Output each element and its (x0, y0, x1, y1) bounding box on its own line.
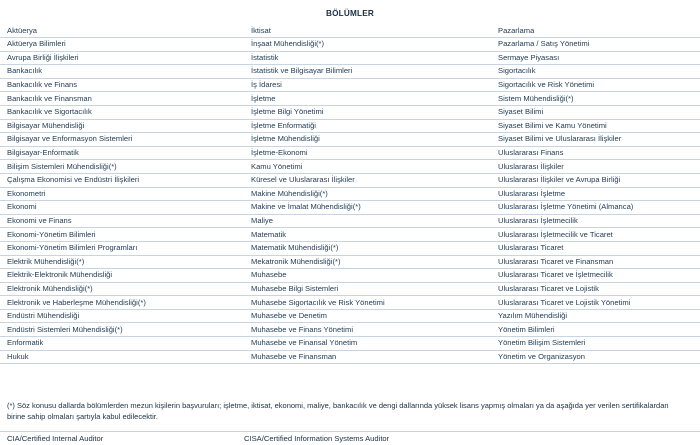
department-cell: Sistem Mühendisliği(*) (494, 92, 700, 106)
table-row (0, 51, 700, 65)
department-cell: Mekatronik Mühendisliği(*) (244, 255, 494, 269)
department-cell: Muhasebe ve Finansman (244, 350, 494, 364)
department-cell: Uluslararası İlişkiler (494, 160, 700, 174)
department-cell: Uluslararası Ticaret ve İşletmecilik (494, 269, 700, 283)
department-cell: Ekonomi (0, 201, 244, 215)
department-cell: Uluslararası İlişkiler ve Avrupa Birliği (494, 173, 700, 187)
department-cell: İşletme Enformatiği (244, 119, 494, 133)
table-row (0, 269, 700, 283)
department-cell: İşletme Mühendisliği (244, 133, 494, 147)
department-cell: Yönetim ve Organizasyon (494, 350, 700, 364)
department-cell: İktisat (244, 25, 494, 38)
table-row (0, 187, 700, 201)
certificate-cia: CIA/Certified Internal Auditor (7, 434, 104, 443)
department-cell: İş İdaresi (244, 78, 494, 92)
department-cell: Sigortacılık ve Risk Yönetimi (494, 78, 700, 92)
table-row (0, 92, 700, 106)
department-cell: Yönetim Bilimleri (494, 323, 700, 337)
table-row (0, 133, 700, 147)
department-cell: Bankacılık ve Sigortacılık (0, 105, 244, 119)
page-title: BÖLÜMLER (326, 9, 374, 18)
department-cell: Bilgisayar-Enformatik (0, 146, 244, 160)
department-cell: Uluslararası İşletmecilik (494, 214, 700, 228)
department-cell: Yazılım Mühendisliği (494, 309, 700, 323)
department-cell: Hukuk (0, 350, 244, 364)
department-cell: İstatistik (244, 51, 494, 65)
footnote-line-1: (*) Söz konusu dallarda bölümlerden mezun kişilerin başvuruları; işletme, iktisat, ekonomi, maliye, bankacılık ve dengi dallarında yüksek lisans yapmış olmaları ya da aşağıda yer verilen sertifikalardan (7, 401, 669, 410)
table-row (0, 350, 700, 364)
table-row (0, 65, 700, 79)
department-cell: Ekonometri (0, 187, 244, 201)
department-cell: Matematik Mühendisliği(*) (244, 241, 494, 255)
department-cell: Uluslararası Ticaret ve Lojistik (494, 282, 700, 296)
department-cell: Muhasebe Sigortacılık ve Risk Yönetimi (244, 296, 494, 310)
table-row (0, 119, 700, 133)
department-cell: İnşaat Mühendisliği(*) (244, 38, 494, 52)
table-row (0, 78, 700, 92)
department-cell: Ekonomi-Yönetim Bilimleri (0, 228, 244, 242)
footnote-line-2: birine sahip olmaları şartıyla kabul edilecektir. (7, 411, 158, 421)
department-cell: Elektrik Mühendisliği(*) (0, 255, 244, 269)
table-row (0, 25, 700, 38)
department-cell: Bilgisayar Mühendisliği (0, 119, 244, 133)
table-row (0, 105, 700, 119)
department-cell: Aktüerya (0, 25, 244, 38)
department-cell: Endüstri Sistemleri Mühendisliği(*) (0, 323, 244, 337)
department-cell: Ekonomi ve Finans (0, 214, 244, 228)
certificate-cisa: CISA/Certified Information Systems Auditor (244, 434, 390, 443)
department-cell: Uluslararası Ticaret (494, 241, 700, 255)
department-cell: Muhasebe ve Denetim (244, 309, 494, 323)
department-cell: Uluslararası Ticaret ve Finansman (494, 255, 700, 269)
department-cell: Muhasebe (244, 269, 494, 283)
table-row (0, 160, 700, 174)
department-cell: İşletme (244, 92, 494, 106)
department-cell: Endüstri Mühendisliği (0, 309, 244, 323)
certificates-row (0, 431, 700, 444)
departments-table-body (0, 25, 700, 364)
table-row (0, 214, 700, 228)
department-cell: Bankacılık ve Finansman (0, 92, 244, 106)
department-cell: Uluslararası İşletme (494, 187, 700, 201)
department-cell: Makine Mühendisliği(*) (244, 187, 494, 201)
department-cell: Matematik (244, 228, 494, 242)
department-cell: Yönetim Bilişim Sistemleri (494, 337, 700, 351)
department-cell: İşletme-Ekonomi (244, 146, 494, 160)
department-cell: Makine ve İmalat Mühendisliği(*) (244, 201, 494, 215)
department-cell: Siyaset Bilimi (494, 105, 700, 119)
department-cell: Aktüerya Bilimleri (0, 38, 244, 52)
department-cell: Bankacılık ve Finans (0, 78, 244, 92)
table-row (0, 228, 700, 242)
department-cell: Elektronik Mühendisliği(*) (0, 282, 244, 296)
department-cell: Maliye (244, 214, 494, 228)
department-cell: İşletme Bilgi Yönetimi (244, 105, 494, 119)
department-cell: Bilgisayar ve Enformasyon Sistemleri (0, 133, 244, 147)
table-row (0, 38, 700, 52)
department-cell: Uluslararası İşletme Yönetimi (Almanca) (494, 201, 700, 215)
department-cell: Sermaye Piyasası (494, 51, 700, 65)
department-cell: Avrupa Birliği İlişkileri (0, 51, 244, 65)
table-row (0, 323, 700, 337)
department-cell: Bankacılık (0, 65, 244, 79)
department-cell: Çalışma Ekonomisi ve Endüstri İlişkileri (0, 173, 244, 187)
department-cell: Uluslararası Finans (494, 146, 700, 160)
department-cell: Siyaset Bilimi ve Kamu Yönetimi (494, 119, 700, 133)
table-row (0, 337, 700, 351)
table-row (0, 309, 700, 323)
table-row (0, 241, 700, 255)
department-cell: Siyaset Bilimi ve Uluslararası İlişkiler (494, 133, 700, 147)
table-row (0, 282, 700, 296)
table-row (0, 255, 700, 269)
department-cell: Enformatik (0, 337, 244, 351)
department-cell: Elektrik-Elektronik Mühendisliği (0, 269, 244, 283)
department-cell: Muhasebe ve Finansal Yönetim (244, 337, 494, 351)
department-cell: Muhasebe ve Finans Yönetimi (244, 323, 494, 337)
table-row (0, 201, 700, 215)
department-cell: Ekonomi-Yönetim Bilimleri Programları (0, 241, 244, 255)
table-row (0, 146, 700, 160)
table-row (0, 296, 700, 310)
departments-table (0, 25, 700, 364)
table-row (0, 173, 700, 187)
footnote (7, 401, 697, 422)
department-cell: Pazarlama / Satış Yönetimi (494, 38, 700, 52)
department-cell: Muhasebe Bilgi Sistemleri (244, 282, 494, 296)
department-cell: Bilişim Sistemleri Mühendisliği(*) (0, 160, 244, 174)
department-cell: Küresel ve Uluslararası İlişkiler (244, 173, 494, 187)
department-cell: Uluslararası Ticaret ve Lojistik Yönetimi (494, 296, 700, 310)
department-cell: Kamu Yönetimi (244, 160, 494, 174)
department-cell: İstatistik ve Bilgisayar Bilimleri (244, 65, 494, 79)
department-cell: Sigortacılık (494, 65, 700, 79)
department-cell: Pazarlama (494, 25, 700, 38)
department-cell: Elektronik ve Haberleşme Mühendisliği(*) (0, 296, 244, 310)
department-cell: Uluslararası İşletmecilik ve Ticaret (494, 228, 700, 242)
